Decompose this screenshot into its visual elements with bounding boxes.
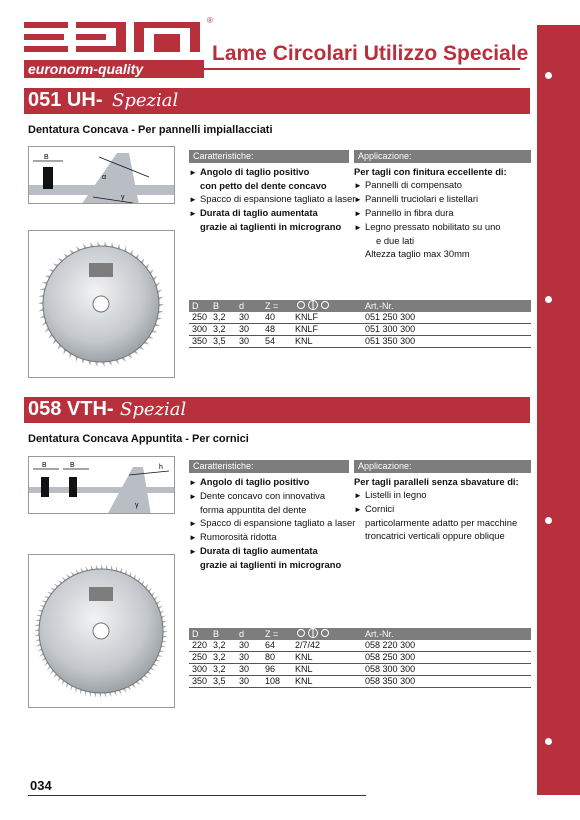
list-item [354,234,507,247]
column-header: D [189,300,210,312]
brand-tagline: euronorm-quality [24,60,204,78]
product-header [24,397,530,423]
table-cell: 30 [236,336,262,348]
registered-mark: ® [207,16,213,25]
applications-header: Applicazione: [354,460,531,473]
table-cell: 64 [262,640,292,652]
table-cell: KNL [292,664,362,676]
bullet-triangle-icon: ► [354,195,362,204]
list-item-text: Pannello in fibra dura [365,207,454,218]
table-cell: 051 300 300 [362,324,531,336]
list-item [354,502,519,516]
bullet-triangle-icon: ► [354,491,362,500]
bullet-triangle-icon: ► [189,547,197,556]
binder-hole [545,296,552,303]
table-cell: 3,2 [210,324,236,336]
svg-text:B: B [44,154,49,161]
page-title: Lame Circolari Utilizzo Speciale [212,42,529,65]
features-header: Caratteristiche: [189,150,349,163]
list-item [189,544,355,558]
features-header: Caratteristiche: [189,460,349,473]
pinhole-symbol-header [292,628,362,640]
table-cell: KNL [292,676,362,688]
list-item-text: Spacco di espansione tagliato a laser [200,517,356,528]
list-item-text: Per tagli paralleli senza sbavature di: [354,476,519,487]
bullet-triangle-icon: ► [189,195,197,204]
binder-hole [545,72,552,79]
list-item-text: Dente concavo con innovativa [200,490,326,501]
list-item [189,206,355,220]
table-row [189,676,531,688]
list-item-text: Durata di taglio aumentata [200,545,318,556]
table-cell: 30 [236,676,262,688]
table-cell: 54 [262,336,292,348]
table-row [189,640,531,652]
table-row [189,652,531,664]
list-item-text: Rumorosità ridotta [200,531,277,542]
list-item [189,516,355,530]
svg-text:γ: γ [121,194,125,201]
column-header: Art.-Nr. [362,300,531,312]
pinhole-symbol-header [292,300,362,312]
bullet-triangle-icon: ► [189,209,197,218]
list-item-text: Pannelli di compensato [365,179,462,190]
product-header [24,88,530,114]
table-cell: 48 [262,324,292,336]
list-item [189,220,355,233]
table-cell: 3,5 [210,336,236,348]
bullet-triangle-icon: ► [354,181,362,190]
bullet-triangle-icon: ► [354,223,362,232]
product-code: 051 UH- [28,89,103,111]
list-item [354,165,507,178]
table-cell: KNL [292,336,362,348]
svg-text:B: B [42,462,47,469]
bullet-triangle-icon: ► [189,478,197,487]
table-cell: 3,2 [210,312,236,324]
table-cell: KNL [292,652,362,664]
table-cell: 3,2 [210,640,236,652]
product-script-label: Spezial [120,399,187,420]
table-cell: 96 [262,664,292,676]
table-cell: 300 [189,324,210,336]
column-header: D [189,628,210,640]
column-header: Z = [262,628,292,640]
list-item [189,475,355,489]
list-item [189,489,355,503]
table-cell: 80 [262,652,292,664]
list-item-text: Pannelli truciolari e listellari [365,193,479,204]
table-cell: KNLF [292,312,362,324]
list-item-text: Cornici [365,503,395,514]
svg-text:B: B [70,462,75,469]
table-cell: 051 350 300 [362,336,531,348]
bullet-triangle-icon: ► [354,209,362,218]
table-row [189,312,531,324]
bullet-triangle-icon: ► [189,168,197,177]
list-item [189,558,355,571]
spec-table [189,628,531,688]
table-cell: 40 [262,312,292,324]
list-item [354,475,519,488]
list-item [354,206,507,220]
table-cell: 350 [189,336,210,348]
table-cell: 3,2 [210,664,236,676]
applications-list [354,475,519,542]
table-cell: 108 [262,676,292,688]
pinhole-icon [295,628,331,638]
table-row [189,336,531,348]
spec-table [189,300,531,348]
product-subtitle: Dentatura Concava Appuntita - Per cornici [28,433,249,445]
table-cell: 220 [189,640,210,652]
svg-text:α: α [102,174,107,181]
saw-blade-image [28,554,175,708]
svg-text:h: h [159,464,163,471]
page-number: 034 [30,778,52,793]
product-script-label: Spezial [112,90,179,111]
list-item-text: Angolo di taglio positivo [200,476,310,487]
list-item-text: troncatrici verticali oppure oblique [365,530,505,541]
side-strip [537,25,580,795]
table-row [189,664,531,676]
column-header: Art.-Nr. [362,628,531,640]
column-header: Z = [262,300,292,312]
table-cell: 300 [189,664,210,676]
edn-logo-mark [24,22,200,52]
features-list [189,475,355,571]
table-cell: 058 350 300 [362,676,531,688]
list-item [189,179,355,192]
list-item-text: Altezza taglio max 30mm [365,248,470,259]
product-subtitle: Dentatura Concava - Per pannelli impiallacciati [28,124,273,136]
product-code: 058 VTH- [28,398,114,420]
table-cell: 058 220 300 [362,640,531,652]
list-item [189,165,355,179]
applications-list [354,165,507,260]
list-item [354,529,519,542]
column-header: B [210,628,236,640]
table-cell: 350 [189,676,210,688]
list-item-text: grazie ai taglienti in micrograno [200,559,342,570]
list-item [354,220,507,234]
table-cell: 051 250 300 [362,312,531,324]
list-item-text: Durata di taglio aumentata [200,207,318,218]
pinhole-icon [295,300,331,310]
table-row [189,324,531,336]
binder-hole [545,517,552,524]
table-cell: 3,5 [210,676,236,688]
list-item [189,530,355,544]
column-header: d [236,628,262,640]
table-cell: 058 250 300 [362,652,531,664]
list-item-text: particolarmente adatto per macchine [365,517,518,528]
table-cell: 2/7/42 [292,640,362,652]
tooth-geometry-diagram [28,456,175,514]
list-item-text: forma appuntita del dente [200,504,307,515]
table-cell: 30 [236,312,262,324]
table-cell: 250 [189,312,210,324]
list-item-text: Listelli in legno [365,489,427,500]
bullet-triangle-icon: ► [189,533,197,542]
saw-blade-image [28,230,175,378]
table-cell: 30 [236,640,262,652]
list-item [354,488,519,502]
applications-header: Applicazione: [354,150,531,163]
list-item-text: e due lati [376,235,415,246]
features-list [189,165,355,233]
title-underline [202,68,520,70]
bullet-triangle-icon: ► [189,519,197,528]
list-item-text: con petto del dente concavo [200,180,327,191]
svg-text:γ: γ [135,502,139,509]
column-header: d [236,300,262,312]
list-item-text: Spacco di espansione tagliato a laser [200,193,356,204]
list-item [354,178,507,192]
list-item [354,192,507,206]
table-cell: 250 [189,652,210,664]
list-item [189,192,355,206]
footer-line [28,795,366,796]
table-cell: 30 [236,652,262,664]
list-item [354,247,507,260]
bullet-triangle-icon: ► [354,505,362,514]
list-item-text: Legno pressato nobilitato su uno [365,221,501,232]
list-item-text: grazie ai taglienti in micrograno [200,221,342,232]
list-item [354,516,519,529]
table-header-row [189,628,531,640]
table-cell: KNLF [292,324,362,336]
table-cell: 058 300 300 [362,664,531,676]
brand-logo [24,16,213,78]
table-header-row [189,300,531,312]
list-item-text: Angolo di taglio positivo [200,166,310,177]
table-cell: 30 [236,664,262,676]
table-cell: 30 [236,324,262,336]
bullet-triangle-icon: ► [189,492,197,501]
list-item [189,503,355,516]
column-header: B [210,300,236,312]
binder-hole [545,738,552,745]
table-cell: 3,2 [210,652,236,664]
list-item-text: Per tagli con finitura eccellente di: [354,166,507,177]
tooth-geometry-diagram [28,146,175,204]
